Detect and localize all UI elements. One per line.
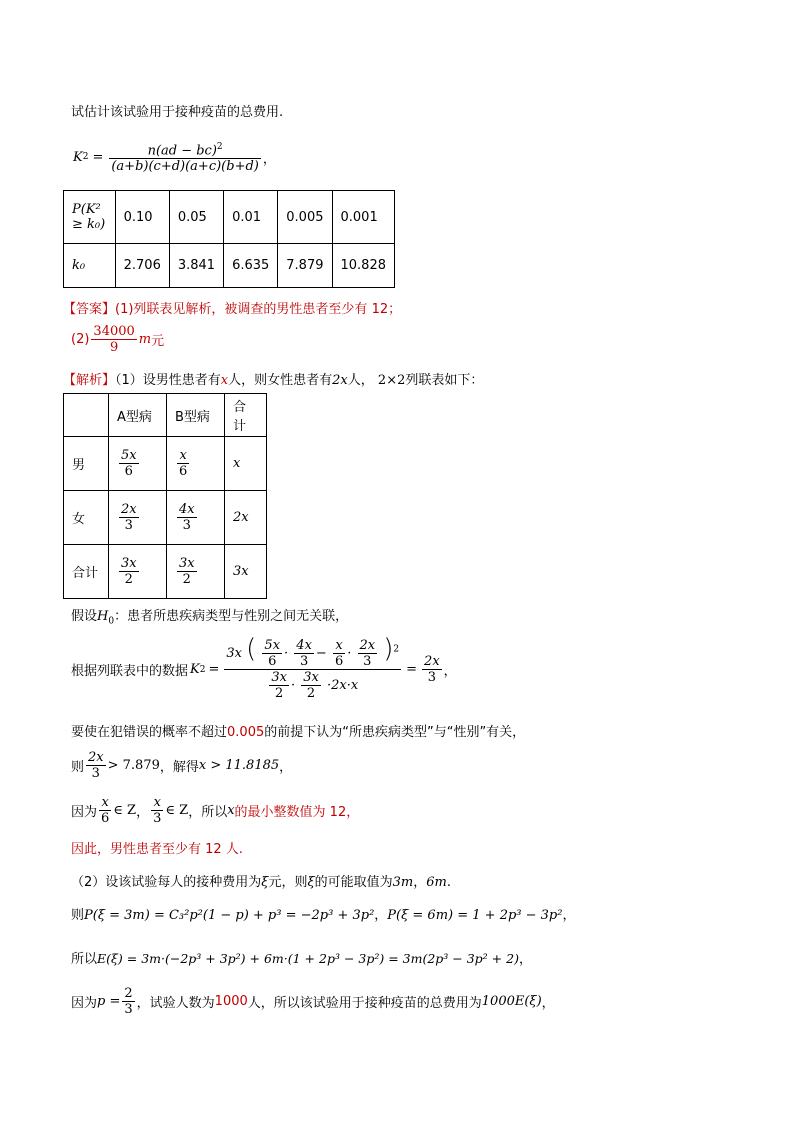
calc-frac-den: 3 bbox=[363, 654, 372, 669]
contingency-row-label: 合计 bbox=[64, 545, 109, 599]
because-text: ，所以 bbox=[188, 805, 228, 820]
k2-num-exp: 2 bbox=[216, 142, 223, 152]
hypothesis-line bbox=[71, 605, 348, 627]
hypothesis-text: ：患者所患疾病类型与性别之间无关联， bbox=[114, 609, 349, 624]
cell-frac-den: 6 bbox=[179, 464, 188, 479]
part2-value: 6m bbox=[426, 875, 447, 890]
calc-frac-den: 6 bbox=[268, 654, 277, 669]
contingency-table bbox=[63, 393, 267, 599]
calc-frac-num: 3x bbox=[271, 670, 287, 685]
critical-cell: 0.005 bbox=[278, 191, 332, 244]
calc-fraction: 3x ( $\frac{5x}{6}$ · $\frac{4x}{3}$ − $\frac{x}{6}$ · $\frac{2x}{3}$ )$^2$ $\frac{3x}{2}$ · $\frac{3x}{2}$ ·2x·x bbox=[226, 634, 400, 701]
critical-cell: 0.05 bbox=[169, 191, 223, 244]
prob-equation-1: P(ξ = 3m) = C₃²p²(1 − p) + p³ = −2p³ + 3p² bbox=[84, 908, 375, 923]
final-line bbox=[71, 986, 555, 1017]
calc-result-num: 2x bbox=[424, 654, 440, 669]
answer-fraction bbox=[91, 324, 136, 355]
because-set: ∈ Z bbox=[113, 803, 137, 818]
because-set: ∈ Z bbox=[165, 803, 189, 818]
chi-square-calc: 根据列联表中的数据 K 2 = 3x ( $\frac{5x}{6}$ · $\frac{4x}{3}$ − $\frac{x}{6}$ · $\frac{2x}{3}$ )$^2$ $\frac{3x}{2}$ · $\frac{3x}{2}$ ·2x·x = $\frac{2x}{3}$ ， bbox=[71, 634, 457, 701]
part2-text: （2）设该试验每人的接种费用为 bbox=[71, 875, 262, 890]
k2-denominator: (a+b)(c+d)(a+c)(b+d) bbox=[111, 159, 259, 175]
cell-frac-num: x bbox=[177, 448, 189, 464]
critical-head-p: P(K² ≥ k₀) bbox=[64, 191, 116, 244]
contingency-row-female bbox=[64, 491, 267, 545]
ineq-frac-den: 3 bbox=[91, 766, 100, 781]
ineq-solution: x > 11.8185 bbox=[198, 758, 280, 773]
cell-frac-den: 2 bbox=[124, 572, 133, 587]
cell-frac-num: 5x bbox=[121, 448, 137, 463]
k2-exponent: 2 bbox=[82, 152, 89, 163]
integer-line: 因为 $\frac{x}{6}$ ∈ Z ， $\frac{x}{3}$ ∈ Z ，所以 x 的最小整数值为 12， bbox=[71, 795, 360, 826]
calc-den-tail: ·2x·x bbox=[326, 678, 359, 693]
because-var: x bbox=[227, 803, 235, 818]
contingency-row-label: 男 bbox=[64, 437, 109, 491]
analysis-text: 人， bbox=[347, 373, 374, 388]
contingency-header: A型病 bbox=[109, 394, 167, 437]
analysis-line-1 bbox=[63, 369, 483, 388]
because-frac-den: 3 bbox=[153, 811, 162, 826]
answer-label: 【答案】 bbox=[63, 302, 116, 317]
hypothesis-sub: 0 bbox=[108, 616, 115, 627]
answer-frac-num: 34000 bbox=[93, 324, 135, 339]
final-text: 人，所以该试验用于接种疫苗的总费用为 bbox=[247, 996, 482, 1011]
contingency-total: 2x bbox=[225, 491, 267, 545]
answer-line-1 bbox=[63, 298, 401, 317]
calc-frac-den: 2 bbox=[306, 686, 316, 701]
prob-text: 则 bbox=[71, 908, 85, 923]
answer-frac-den: 9 bbox=[109, 340, 119, 355]
answer-line-2 bbox=[71, 324, 164, 355]
critical-row-k bbox=[64, 244, 395, 288]
hypothesis-text: 假设 bbox=[71, 609, 98, 624]
part2-xi: ξ bbox=[307, 875, 315, 890]
prob-equation-2: P(ξ = 6m) = 1 + 2p³ − 3p² bbox=[387, 908, 563, 923]
critical-value-table bbox=[63, 190, 395, 288]
exp-text: 所以 bbox=[71, 952, 98, 967]
calc-frac-num: 5x bbox=[264, 638, 281, 653]
ineq-compare: > 7.879 bbox=[107, 758, 160, 773]
calc-frac-num: 3x bbox=[303, 670, 319, 685]
analysis-text: 人，则女性患者有 bbox=[228, 373, 333, 388]
calc-lead: 3x bbox=[226, 646, 242, 661]
contingency-total: x bbox=[225, 437, 267, 491]
inequality-line bbox=[71, 750, 292, 781]
contingency-header-row bbox=[64, 394, 267, 437]
cell-frac-den: 3 bbox=[182, 518, 191, 533]
part2-value: 3m bbox=[392, 875, 414, 890]
calc-prefix: 根据列联表中的数据 bbox=[71, 664, 189, 679]
hypothesis-h: H bbox=[97, 609, 109, 624]
part2-text: . bbox=[446, 875, 452, 890]
critical-cell: 3.841 bbox=[169, 244, 223, 288]
condition-line bbox=[71, 721, 525, 740]
final-frac-den: 3 bbox=[124, 1002, 133, 1017]
because-conclusion: 的最小整数值为 12， bbox=[234, 805, 360, 820]
analysis-text: 列联表如下： bbox=[405, 373, 484, 388]
cell-frac-num: 3x bbox=[121, 556, 137, 571]
analysis-var-x: x bbox=[220, 373, 229, 388]
critical-cell: 0.10 bbox=[115, 191, 169, 244]
because-frac-num: x bbox=[151, 795, 163, 811]
contingency-total: 3x bbox=[225, 545, 267, 599]
contingency-header bbox=[64, 394, 109, 437]
because-frac-num: x bbox=[99, 795, 111, 811]
calc-frac-den: 3 bbox=[299, 654, 309, 669]
cell-frac-den: 6 bbox=[124, 464, 133, 479]
condition-text: 的前提下认为“所患疾病类型”与“性别”有关， bbox=[264, 725, 526, 740]
contingency-row-total bbox=[64, 545, 267, 599]
cell-frac-num: 3x bbox=[179, 556, 195, 571]
critical-head-k: k₀ bbox=[64, 244, 116, 288]
exp-equation: E(ξ) = 3m·(−2p³ + 3p²) + 6m·(1 + 2p³ − 3p²) = 3m(2p³ − 3p² + 2) bbox=[97, 951, 519, 966]
contingency-row-male bbox=[64, 437, 267, 491]
critical-row-p bbox=[64, 191, 395, 244]
k2-fraction bbox=[109, 140, 261, 174]
ineq-text: ，解得 bbox=[159, 760, 199, 775]
cell-frac-num: 4x bbox=[179, 502, 195, 517]
answer-var-m: m bbox=[138, 332, 152, 347]
final-expression: 1000E(ξ) bbox=[481, 994, 542, 1009]
prob-text: ， bbox=[562, 908, 576, 923]
part2-text: 元，则 bbox=[268, 875, 308, 890]
critical-cell: 7.879 bbox=[278, 244, 332, 288]
analysis-var-2x: 2x bbox=[332, 373, 348, 388]
k2-trailing: ， bbox=[262, 151, 276, 167]
final-count: 1000 bbox=[214, 994, 248, 1009]
final-text: 因为 bbox=[71, 996, 98, 1011]
exp-text: ， bbox=[518, 952, 532, 967]
answer-unit: 元 bbox=[151, 334, 165, 349]
calc-result-den: 3 bbox=[427, 670, 436, 685]
conclusion-text: 因此，男性患者至少有 12 人. bbox=[71, 842, 243, 857]
final-frac-num: 2 bbox=[124, 986, 133, 1001]
condition-value: 0.005 bbox=[227, 725, 265, 740]
critical-cell: 2.706 bbox=[115, 244, 169, 288]
intro-text: 试估计该试验用于接种疫苗的总费用. bbox=[71, 105, 284, 120]
critical-cell: 6.635 bbox=[224, 244, 278, 288]
prob-text: ， bbox=[374, 908, 388, 923]
k2-num-paren: (ad − bc) bbox=[155, 143, 217, 159]
k2-num-n: n bbox=[147, 143, 156, 159]
calc-frac-num: x bbox=[333, 638, 345, 654]
part2-line: （2）设该试验每人的接种费用为ξ元，则ξ的可能取值为3m，6m. bbox=[71, 875, 452, 890]
analysis-2x2: 2×2 bbox=[377, 373, 406, 388]
calc-frac-num: 4x bbox=[296, 638, 312, 653]
contingency-header: 合计 bbox=[225, 394, 267, 437]
contingency-header: B型病 bbox=[167, 394, 225, 437]
critical-cell: 0.01 bbox=[224, 191, 278, 244]
analysis-text: （1）设男性患者有 bbox=[115, 373, 221, 388]
ineq-text: ， bbox=[279, 760, 293, 775]
cell-frac-den: 3 bbox=[124, 518, 133, 533]
part2-xi: ξ bbox=[261, 875, 269, 890]
contingency-row-label: 女 bbox=[64, 491, 109, 545]
calc-frac-den: 6 bbox=[334, 654, 344, 669]
ineq-text: 则 bbox=[71, 760, 85, 775]
calc-frac-num: 2x bbox=[359, 638, 376, 653]
cell-frac-num: 2x bbox=[121, 502, 137, 517]
expectation-line bbox=[71, 948, 532, 967]
k2-symbol: K bbox=[73, 149, 83, 165]
ineq-frac-num: 2x bbox=[88, 750, 104, 765]
answer-part1: (1)列联表见解析，被调查的男性患者至少有 12； bbox=[115, 302, 402, 317]
condition-text: 要使在犯错误的概率不超过 bbox=[71, 725, 228, 740]
critical-cell: 0.001 bbox=[332, 191, 395, 244]
k2-formula: K 2 = $\frac{n(ad - bc)^2}{(a+b)(c+d)(a+c)(b+d)}$ ， bbox=[73, 142, 276, 175]
probability-line bbox=[71, 904, 575, 923]
critical-cell: 10.828 bbox=[332, 244, 395, 288]
because-frac-den: 6 bbox=[101, 811, 110, 826]
final-text: ， bbox=[541, 996, 555, 1011]
answer-part2-prefix: (2) bbox=[71, 332, 90, 347]
because-text: 因为 bbox=[71, 805, 98, 820]
conclusion-line bbox=[71, 838, 243, 857]
part2-text: 的可能取值为 bbox=[314, 875, 393, 890]
cell-frac-den: 2 bbox=[182, 572, 191, 587]
final-text: ，试验人数为 bbox=[136, 996, 215, 1011]
analysis-label: 【解析】 bbox=[63, 373, 116, 388]
calc-frac-den: 2 bbox=[275, 686, 284, 701]
final-p: p = bbox=[97, 994, 121, 1009]
